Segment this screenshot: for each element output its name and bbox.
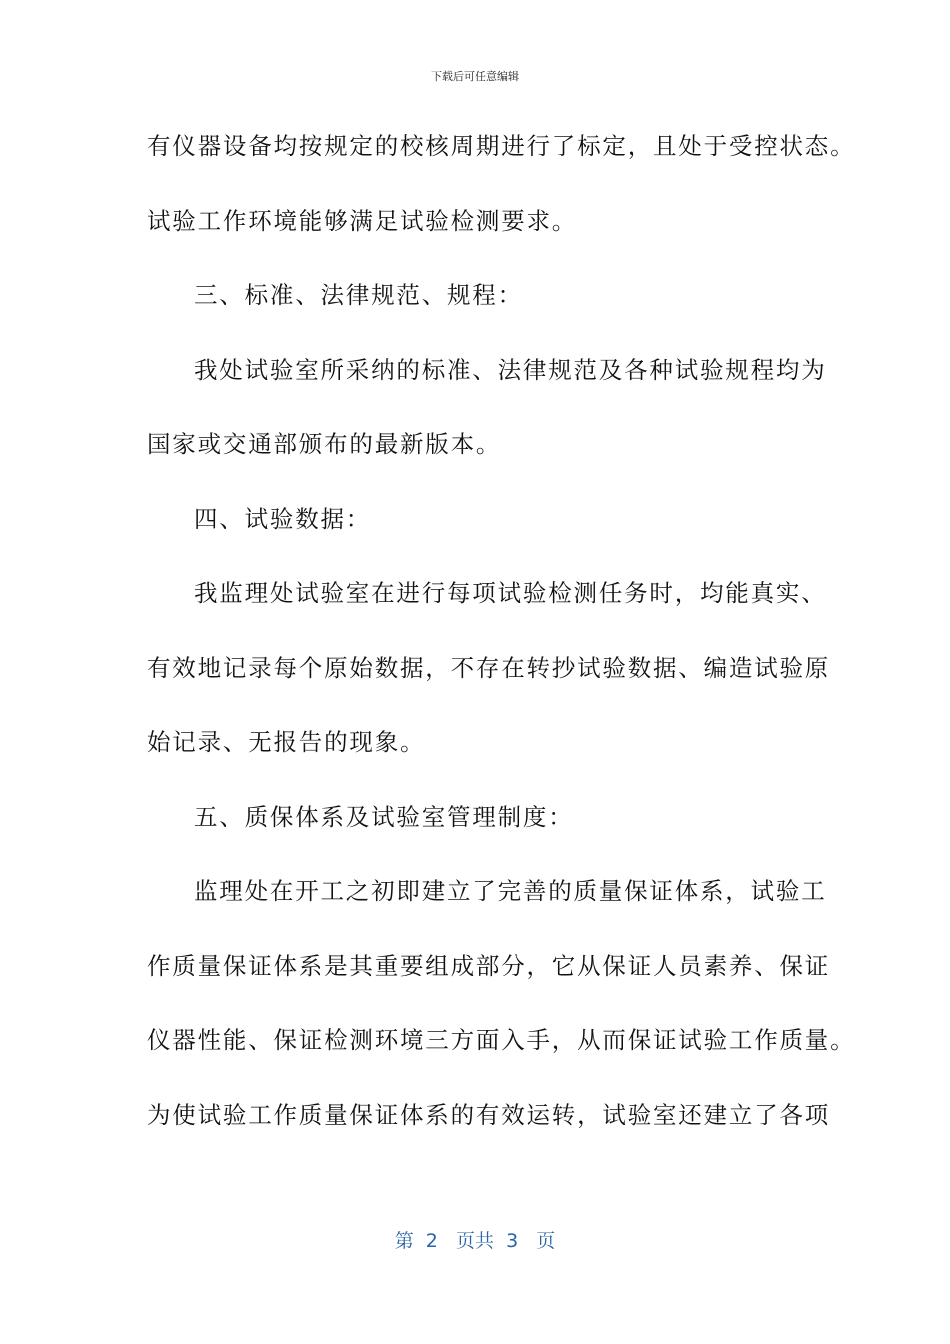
page-number-footer: 第 2 页共 3 页 [394, 1230, 556, 1252]
document-body [147, 122, 856, 1165]
section-heading: 四、试验数据： [194, 504, 372, 533]
section-heading: 五、质保体系及试验室管理制度： [194, 802, 574, 831]
header-note: 下载后可任意编辑 [431, 70, 519, 83]
text-line: 仪器性能、保证检测环境三方面入手，从而保证试验工作质量。 [147, 1026, 856, 1054]
text-line: 国家或交通部颁布的最新版本。 [147, 430, 502, 458]
text-line: 作质量保证体系是其重要组成部分，它从保证人员素养、保证 [147, 951, 831, 980]
text-line: 有仪器设备均按规定的校核周期进行了标定，且处于受控状态。 [147, 132, 856, 160]
text-line: 我处试验室所采纳的标准、法律规范及各种试验规程均为 [194, 355, 827, 384]
section-heading: 三、标准、法律规范、规程： [194, 281, 523, 309]
text-line: 监理处在开工之初即建立了完善的质量保证体系，试验工 [194, 877, 827, 905]
text-line: 试验工作环境能够满足试验检测要求。 [147, 206, 578, 235]
text-line: 有效地记录每个原始数据，不存在转抄试验数据、编造试验原 [147, 653, 831, 682]
text-line: 我监理处试验室在进行每项试验检测任务时，均能真实、 [194, 579, 827, 607]
text-line: 始记录、无报告的现象。 [147, 728, 426, 756]
text-line: 为使试验工作质量保证体系的有效运转，试验室还建立了各项 [147, 1100, 831, 1129]
